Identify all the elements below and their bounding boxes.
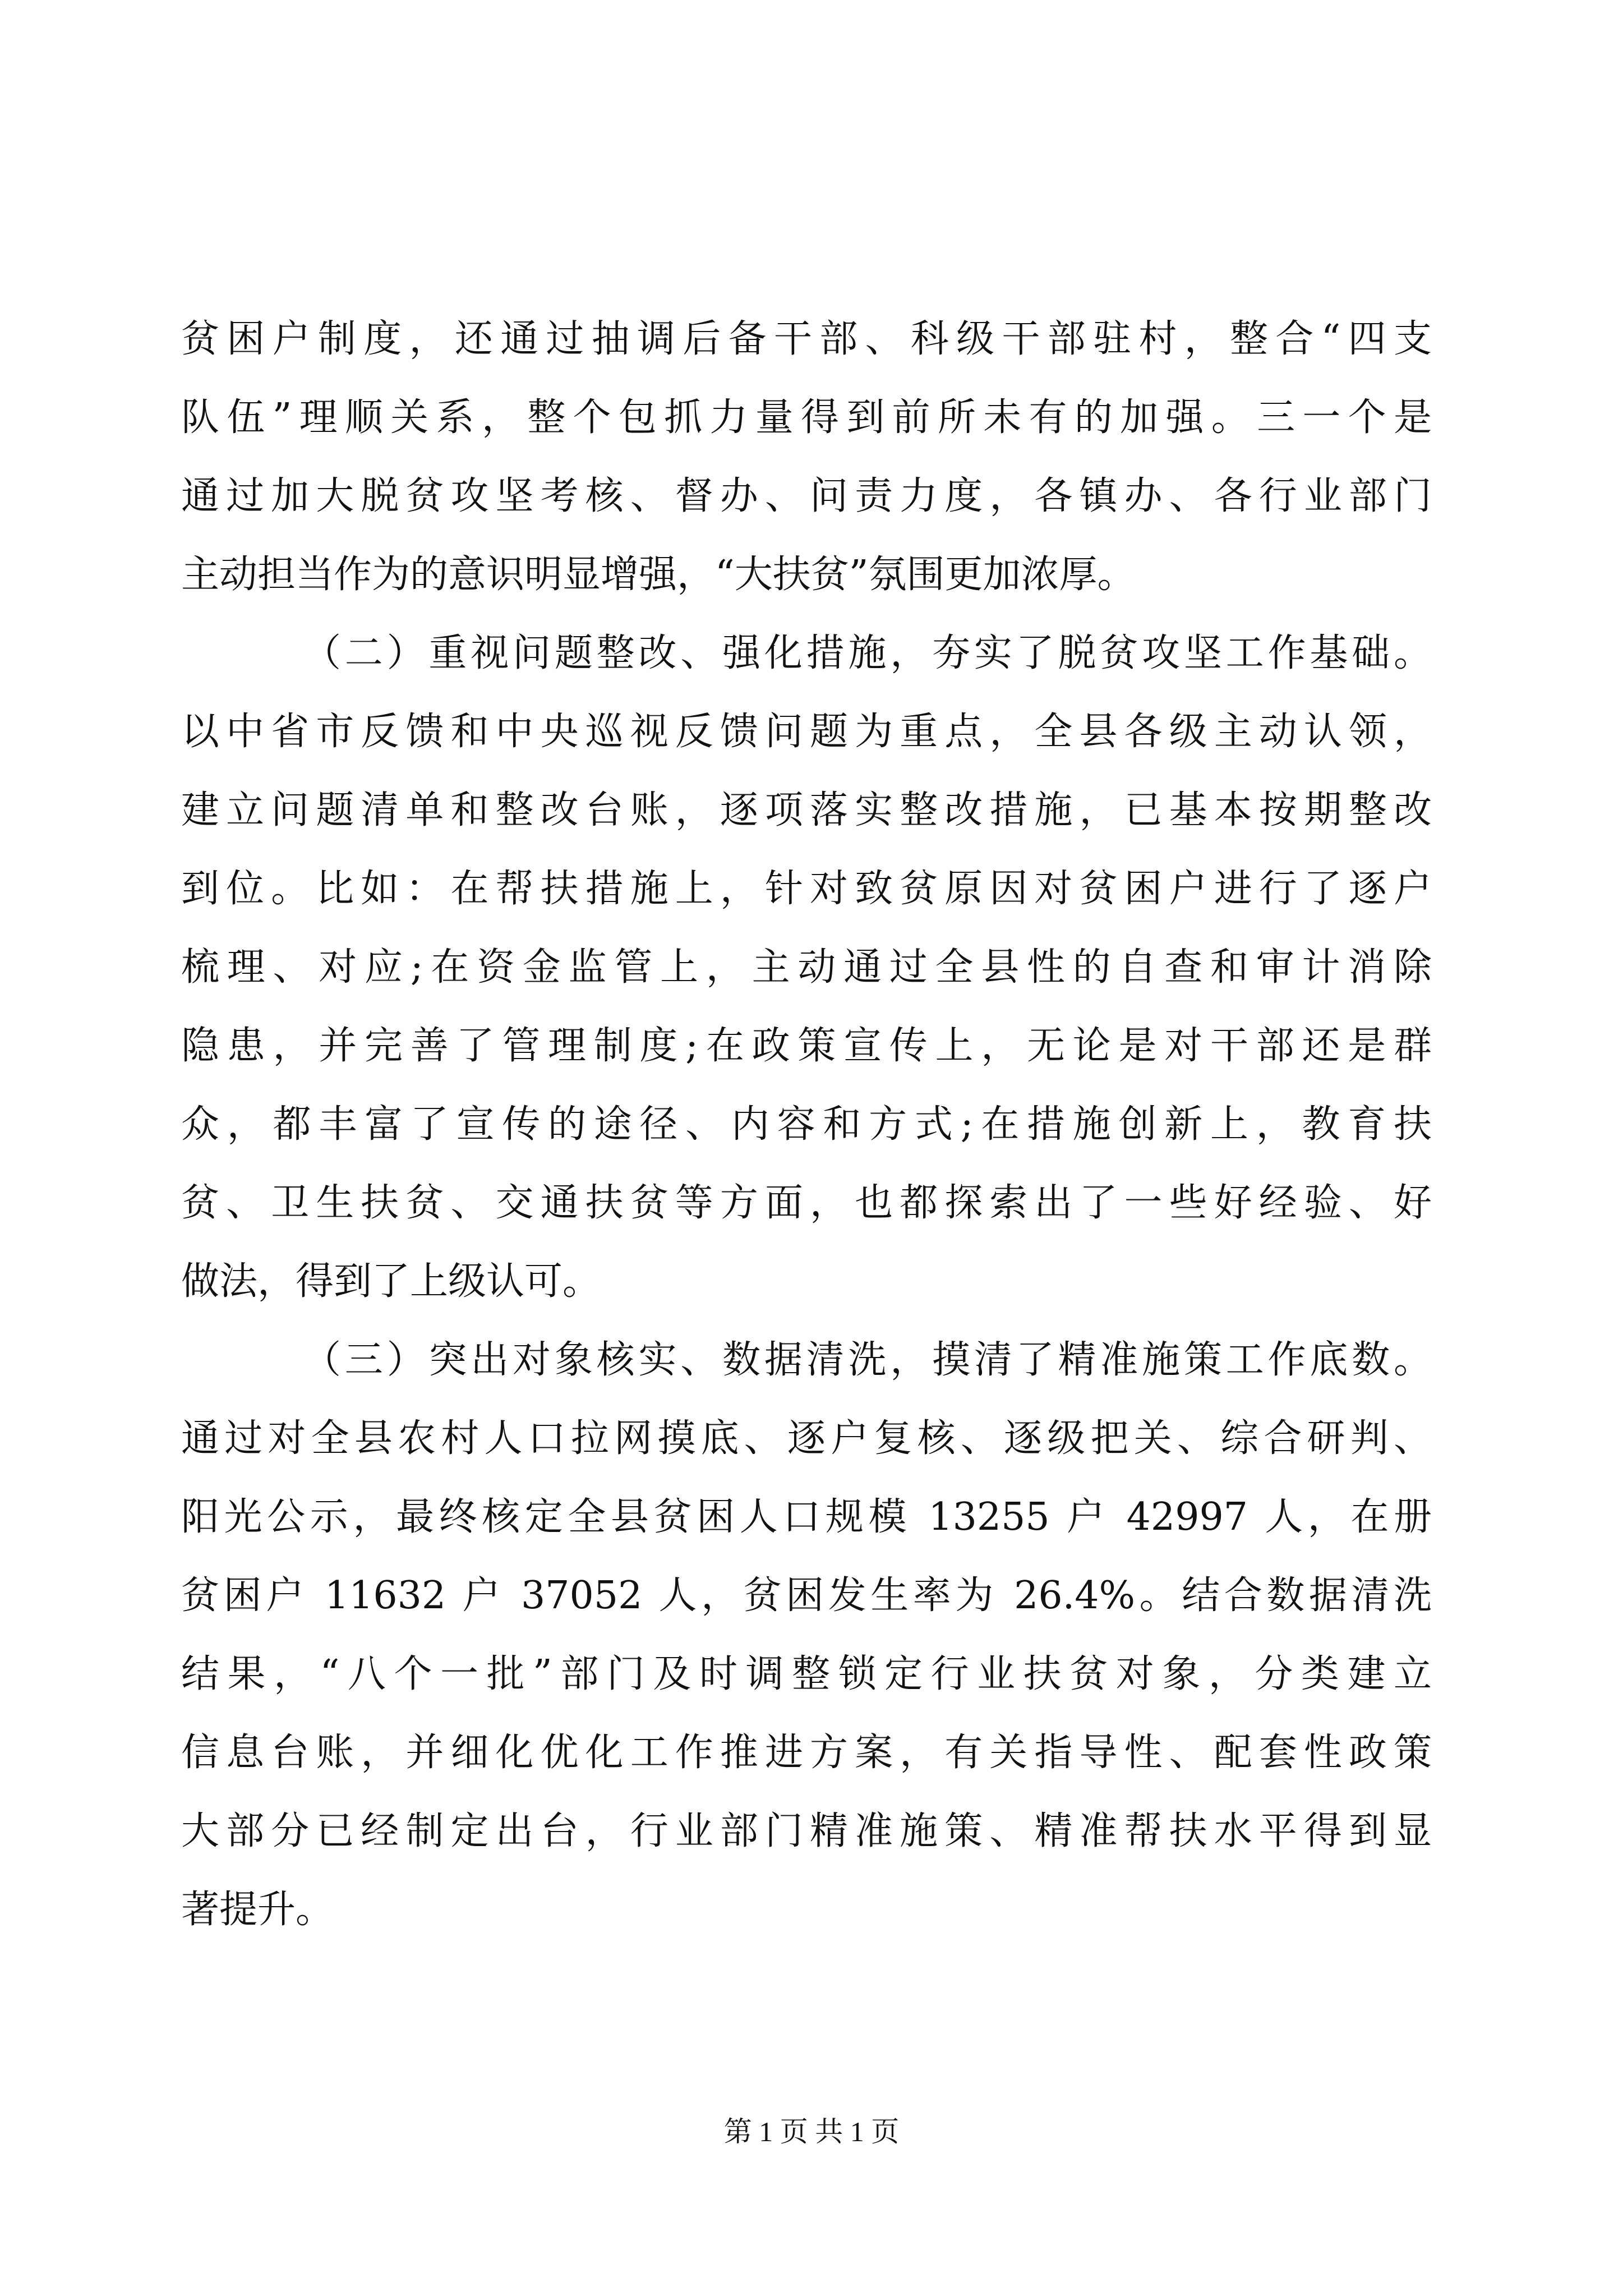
text-line: 贫困户 11632 户 37052 人，贫困发生率为 26.4%。结合数据清洗 (181, 1573, 1432, 1618)
text-line: 做法，得到了上级认可。 (181, 1259, 601, 1304)
text-line: 大部分已经制定出台，行业部门精准施策、精准帮扶水平得到显 (181, 1809, 1432, 1853)
text-line: 到位。比如：在帮扶措施上，针对致贫原因对贫困户进行了逐户 (181, 867, 1432, 911)
section-heading-3: （三）突出对象核实、数据清洗，摸清了精准施策工作底数。 (303, 1338, 1432, 1382)
text-line: 通过对全县农村人口拉网摸底、逐户复核、逐级把关、综合研判、 (181, 1416, 1432, 1461)
section-heading-2: （二）重视问题整改、强化措施，夯实了脱贫攻坚工作基础。 (303, 631, 1432, 675)
text-line: 通过加大脱贫攻坚考核、督办、问责力度，各镇办、各行业部门 (181, 474, 1432, 518)
text-line: 隐患，并完善了管理制度;在政策宣传上，无论是对干部还是群 (181, 1024, 1432, 1068)
text-line: 信息台账，并细化优化工作推进方案，有关指导性、配套性政策 (181, 1731, 1432, 1775)
text-line: 众，都丰富了宣传的途径、内容和方式;在措施创新上，教育扶 (181, 1102, 1432, 1147)
text-line: 贫困户制度，还通过抽调后备干部、科级干部驻村，整合“四支 (181, 317, 1432, 361)
text-line: 主动担当作为的意识明显增强，“大扶贫”氛围更加浓厚。 (181, 553, 1136, 597)
text-line: 梳理、对应;在资金监管上，主动通过全县性的自查和审计消除 (181, 945, 1432, 990)
text-line: 建立问题清单和整改台账，逐项落实整改措施，已基本按期整改 (181, 788, 1432, 832)
page-footer: 第 1 页 共 1 页 (723, 2116, 900, 2147)
text-line: 贫、卫生扶贫、交通扶贫等方面，也都探索出了一些好经验、好 (181, 1181, 1432, 1225)
text-line: 阳光公示，最终核定全县贫困人口规模 13255 户 42997 人，在册 (181, 1495, 1432, 1539)
text-line: 以中省市反馈和中央巡视反馈问题为重点，全县各级主动认领， (181, 710, 1432, 754)
text-line: 著提升。 (181, 1888, 334, 1932)
text-line: 队伍”理顺关系，整个包抓力量得到前所未有的加强。三一个是 (181, 395, 1432, 440)
text-line: 结果，“八个一批”部门及时调整锁定行业扶贫对象，分类建立 (181, 1652, 1432, 1696)
